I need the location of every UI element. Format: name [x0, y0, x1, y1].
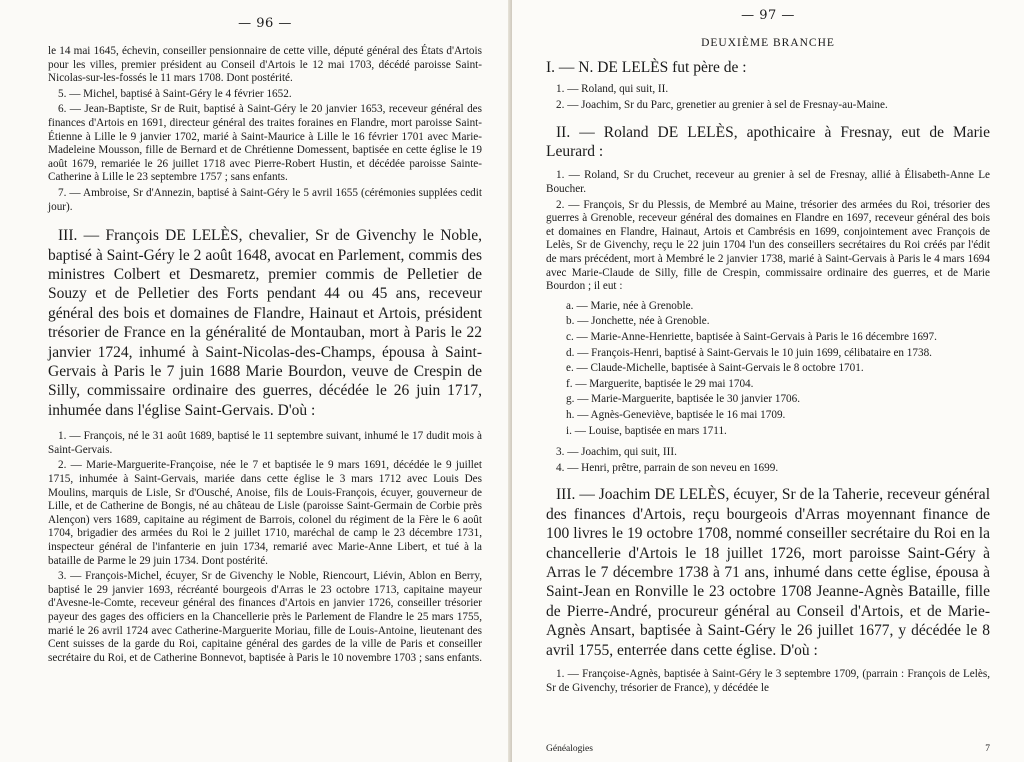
paragraph: 7. — Ambroise, Sr d'Annezin, baptisé à Saint-Géry le 5 avril 1655 (cérémonies supplées cedit jour).	[48, 186, 482, 213]
list-item: e. — Claude-Michelle, baptisée à Saint-Gervais le 8 octobre 1701.	[566, 362, 864, 375]
paragraph: 3. — François-Michel, écuyer, Sr de Givenchy le Noble, Riencourt, Liévin, Ablon en Berry, baptisé le 29 janvier 1693, récréanté bourgeois d'Arras le 23 octobre 1713, capitaine mayeur d'Avesne-le-Comte, receveur général des finances d'Artois en janvier 1726, conseiller trésorier payeur des gages des officiers en la Chancellerie près le Parlement de Flandre le 25 mars 1755, marié le 26 avril 1724 avec Catherine-Marguerite Moriau, fille de Louis-Antoine, lieutenant des Cent suisses de la garde du Roi, capitaine général des gardes de la ville de Paris et conseiller secrétaire du Roi, et de Catherine Bonnevot, baptisée à Paris le 10 novembre 1703 ; sans enfants.	[48, 570, 483, 664]
paragraph: 2. — François, Sr du Plessis, de Membré au Maine, trésorier des armées du Roi, trésorier des guerres à Grenoble, receveur général des domaines en Flandre en 1697, receveur général des bois et domaines en Flandre, Hainaut, Artois et Cambrésis en 1699, conjointement avec François de Lelès, Sr de Givenchy, reçu le 22 juin 1704 l'un des conseillers secrétaires du Roi créés par l'édit de mars précédent, mort à Membré le 2 janvier 1738, marié à Saint-Gervais à Paris le 4 mars 1694 avec Marie-Claude de Silly, fille de Crespin, commissaire ordinaire des guerres, et de Marie Bourdon ; il eut :	[546, 198, 990, 293]
page-number-left: — 96 —	[238, 16, 292, 31]
list-item: i. — Louise, baptisée en mars 1711.	[566, 424, 727, 437]
list-item: a. — Marie, née à Grenoble.	[566, 299, 694, 312]
section-paragraph: II. — Roland DE LELÈS, apothicaire à Fresnay, eut de Marie Leurard :	[546, 123, 990, 160]
paragraph: 1. — Roland, Sr du Cruchet, receveur au grenier à sel de Fresnay, allié à Élisabeth-Anne Le Boucher.	[546, 169, 990, 195]
paragraph: 5. — Michel, baptisé à Saint-Géry le 4 février 1652.	[58, 87, 292, 100]
list-item: g. — Marie-Marguerite, baptisée le 30 janvier 1706.	[566, 393, 801, 406]
paragraph: 2. — Marie-Marguerite-Françoise, née le 7 et baptisée le 9 mars 1691, décédée le 9 juillet 1715, inhumée à Saint-Gervais, mariée dans cette église le 3 mars 1712 avec Louis Des Moulins, marquis de Lisle, Sr d'Ousché, Anoise, fils de Louis-François, écuyer, gouverneur de Lille, et de Catherine de Bongis, né au château de Lisle (paroisse Saint-Germain de Corbie près Alençon) vers 1689, capitaine au régiment de Barrois, colonel du régiment de la Fère le 6 août 1704, brigadier des armées du Roi le 2 juillet 1710, maréchal de camp le 23 décembre 1731, inspecteur général de l'infanterie en juin 1734, remarié avec Marie-Anne Libert, et tué à la bataille de Parme le 29 juin 1734. Dont postérité.	[48, 459, 482, 567]
section-paragraph: I. — N. DE LELÈS fut père de :	[546, 59, 747, 76]
section-heading: DEUXIÈME BRANCHE	[701, 37, 835, 49]
footer-signature: 7	[985, 744, 990, 754]
list-item: b. — Jonchette, née à Grenoble.	[566, 315, 710, 328]
list-item: h. — Agnès-Geneviève, baptisée le 16 mai 1709.	[566, 408, 786, 421]
paragraph: 3. — Joachim, qui suit, III.	[556, 446, 677, 459]
list-item: c. — Marie-Anne-Henriette, baptisée à Saint-Gervais à Paris le 16 décembre 1697.	[566, 330, 937, 343]
list-item: f. — Marguerite, baptisée le 29 mai 1704.	[566, 377, 754, 390]
list-item: d. — François-Henri, baptisé à Saint-Gervais le 10 juin 1699, célibataire en 1738.	[566, 346, 932, 359]
right-page	[512, 0, 1024, 762]
paragraph: 6. — Jean-Baptiste, Sr de Ruit, baptisé à Saint-Géry le 20 janvier 1653, receveur général des finances d'Artois en 1691, directeur général des traites foraines en Flandre, mort paroisse Saint-Étienne à Lille le 9 janvier 1702, marié à Saint-Maurice à Lille le 16 février 1701 avec Marie-Madeleine Mousson, fille de Bernard et de Chrétienne Domessent, baptisée en cette église le 19 août 1679, remariée le 26 juillet 1718 avec Pierre-Robert Hustin, et décédée paroisse Sainte-Catherine à Lille le 23 septembre 1757 ; sans enfants.	[48, 103, 482, 184]
paragraph: 1. — François, né le 31 août 1689, baptisé le 11 septembre suivant, inhumé le 17 dudit mois à Saint-Gervais.	[48, 430, 482, 456]
paragraph: le 14 mai 1645, échevin, conseiller pensionnaire de cette ville, député général des États d'Artois pour les villes, premier président au Conseil d'Artois le 12 mai 1703, décédé paroisse Saint-Nicolas-sur-les-fossés le 11 mars 1708. Dont postérité.	[48, 45, 482, 85]
paragraph: 1. — Roland, qui suit, II.	[556, 83, 669, 96]
paragraph: 4. — Henri, prêtre, parrain de son neveu en 1699.	[556, 461, 779, 474]
page-footer	[546, 744, 990, 754]
paragraph: 1. — Françoise-Agnès, baptisée à Saint-Géry le 3 septembre 1709, (parrain : François de Lelès, Sr de Givenchy, trésorier de France), y décédée le	[546, 667, 990, 694]
footer-title: Généalogies	[546, 744, 593, 754]
paragraph: 2. — Joachim, Sr du Parc, grenetier au grenier à sel de Fresnay-au-Maine.	[556, 99, 888, 111]
section-paragraph: III. — Joachim DE LELÈS, écuyer, Sr de la Taherie, receveur général des finances d'Artois, reçu bourgeois d'Arras moyennant finance de 100 livres le 19 octobre 1708, nommé conseiller secrétaire du Roi en la chancellerie d'Artois le 18 juillet 1726, mort paroisse Saint-Géry à Arras le 7 décembre 1738 à 71 ans, inhumé dans cette église, épousa à Saint-Jean en Ronville le 23 octobre 1708 Jeanne-Agnès Bataille, fille de Pierre-André, procureur général au Conseil d'Artois, et de Marie-Agnès Ansart, baptisée à Saint-Géry le 26 juillet 1677, y décédée le 8 avril 1755, enterrée dans cette église. D'où :	[546, 486, 990, 659]
children-list	[546, 300, 990, 438]
page-number-right: — 97 —	[741, 8, 795, 23]
section-paragraph: III. — François DE LELÈS, chevalier, Sr de Givenchy le Noble, baptisé à Saint-Géry le 2 août 1648, avocat en Parlement, commis des ministres Colbert et Desmaretz, premier commis de Pelletier de Souzy et de Pelletier des Forts pendant 44 ou 45 ans, receveur général des bois et domaines de Flandre, Hainaut et Artois, président trésorier de France en la généralité de Montauban, mort à Paris le 22 janvier 1724, inhumé à Saint-Nicolas-des-Champs, épousa à Saint-Gervais à Paris le 7 juin 1688 Marie Bourdon, veuve de Crespin de Silly, commissaire ordinaire des guerres, décédée le 26 juin 1717, inhumée dans l'église Saint-Gervais. D'où :	[48, 227, 482, 419]
